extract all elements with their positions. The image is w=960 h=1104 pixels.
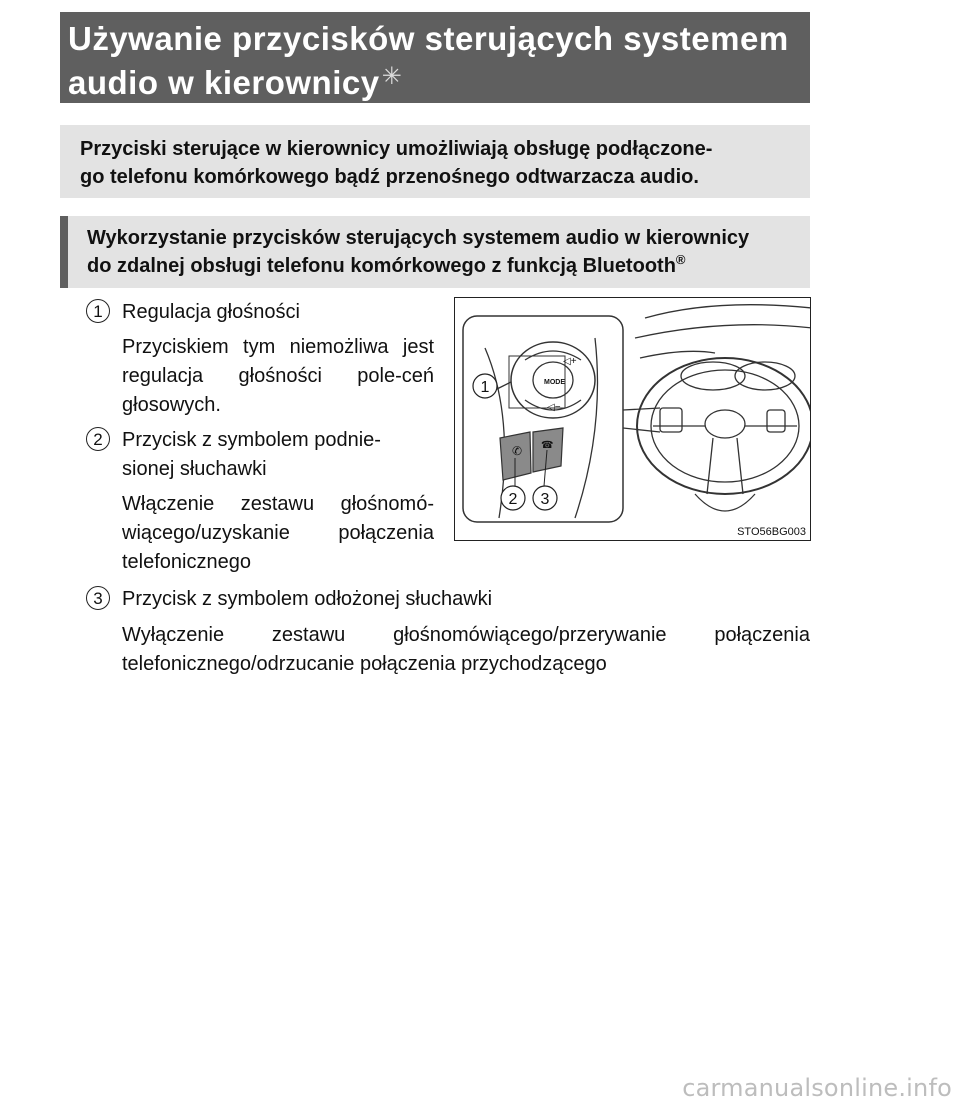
item-1-number: 1 [86,299,110,323]
callout-1: 1 [480,379,490,396]
intro-line-1: Przyciski sterujące w kierownicy umożliwiają obsługę podłączone- [80,138,713,160]
item-1-description: Przyciskiem tym niemożliwa jest regulacja głośności pole-ceń głosowych. [122,336,434,416]
vol-down-icon: ◁− [547,402,561,413]
item-1-title: Regulacja głośności [122,301,300,323]
item-3-description: Wyłączenie zestawu głośnomówiącego/przerywanie połączenia telefonicznego/odrzucanie połączenia przychodzącego [122,624,810,675]
intro-box [60,125,810,198]
title-line-2 [68,58,800,102]
callout-3: 3 [540,491,550,508]
intro-line-2: go telefonu komórkowego bądź przenośnego odtwarzacza audio. [80,166,699,188]
item-3-number: 3 [86,586,110,610]
item-2-description: Włączenie zestawu głośnomó-wiącego/uzyskanie połączenia telefonicznego [122,493,434,573]
steering-wheel-drawing [455,298,811,541]
vol-up-icon: ◁+ [563,356,577,367]
item-2-heading [86,426,381,454]
item-2-heading-cont: sionej słuchawki [122,458,267,480]
item-2-number: 2 [86,427,110,451]
section-line-1: Wykorzystanie przycisków sterujących systemem audio w kierownicy [87,227,750,249]
section-heading [60,216,810,288]
phone-pickup-icon: ✆ [512,444,523,458]
steering-wheel-illustration [454,297,811,541]
mode-label: MODE [544,379,565,386]
section-line-2 [87,252,798,280]
item-2-title-1: Przycisk z symbolem podnie- [122,429,381,451]
item-1-heading [86,298,300,326]
callout-2: 2 [508,491,518,508]
page-title [60,12,810,103]
item-3-title: Przycisk z symbolem odłożonej słuchawki [122,588,493,610]
phone-hangup-icon: ☎ [541,440,554,451]
watermark: carmanualsonline.info [682,1074,952,1102]
figure-code: STO56BG003 [737,526,806,538]
title-line-1: Używanie przycisków sterujących systemem [68,20,789,57]
section-line-2-text: do zdalnej obsługi telefonu komórkowego z funkcją Bluetooth [87,255,676,277]
asterisk-marker: ✳ [381,63,403,90]
title-line-2-text: audio w kierownicy [68,64,380,101]
item-3-heading [86,585,492,613]
registered-mark: ® [675,252,686,267]
